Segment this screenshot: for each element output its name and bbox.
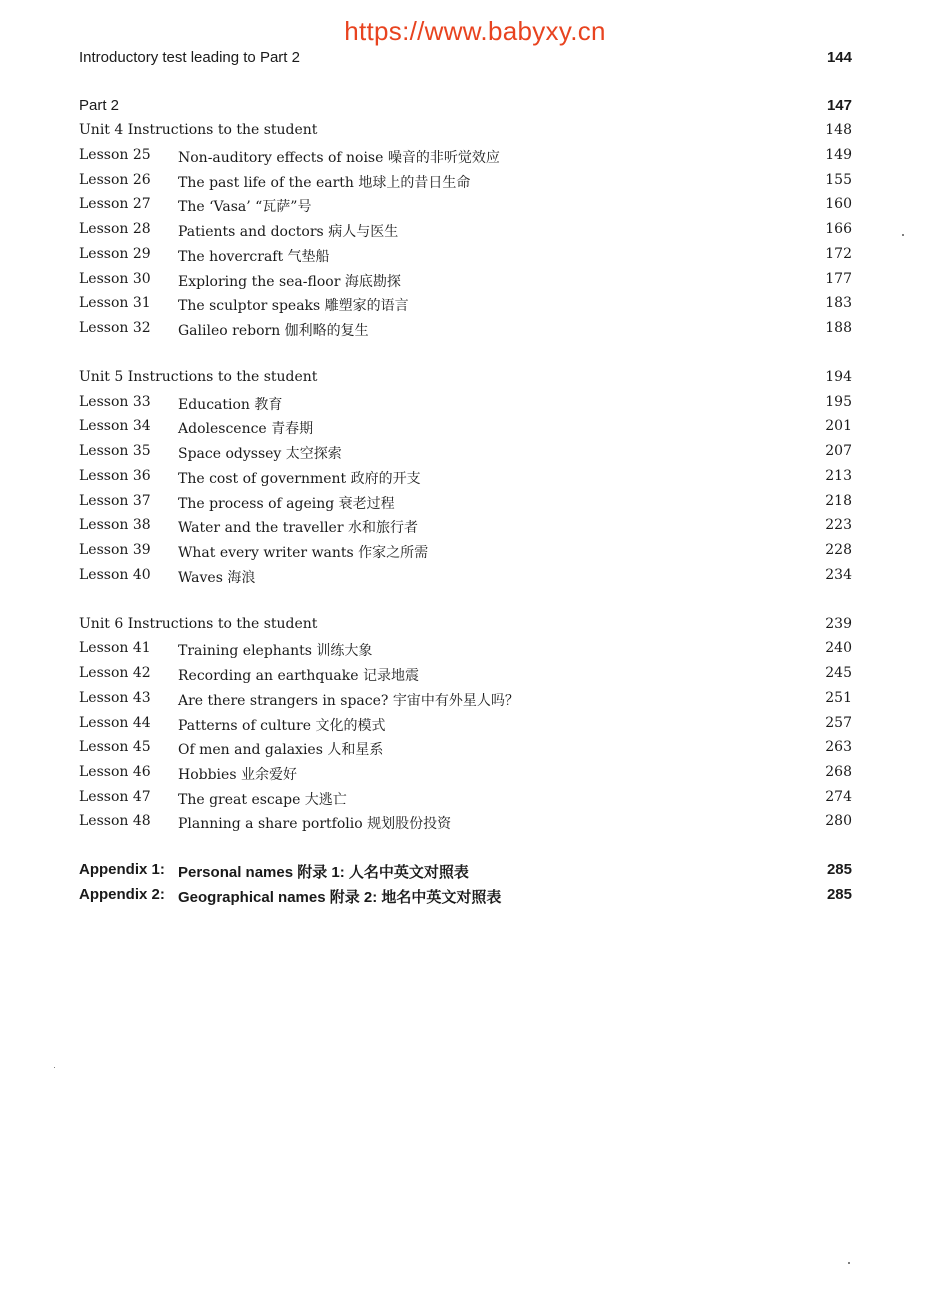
lesson-title: Recording an earthquake 记录地震	[178, 668, 419, 684]
lesson-42-row[interactable]	[79, 665, 852, 687]
lesson-number: Lesson 28	[79, 221, 151, 237]
lesson-28-row[interactable]	[79, 221, 852, 243]
lesson-page: 251	[825, 690, 852, 706]
lesson-page: 274	[825, 789, 852, 805]
lesson-page: 268	[825, 764, 852, 780]
lesson-number: Lesson 38	[79, 517, 151, 533]
lesson-page: 257	[825, 715, 852, 731]
lesson-number: Lesson 29	[79, 246, 151, 262]
lesson-30-row[interactable]	[79, 271, 852, 293]
lesson-page: 177	[825, 271, 852, 287]
lesson-number: Lesson 35	[79, 443, 151, 459]
lesson-page: 183	[825, 295, 852, 311]
lesson-29-row[interactable]	[79, 246, 852, 268]
scan-speck	[54, 1067, 55, 1068]
lesson-page: 207	[825, 443, 852, 459]
toc-intro-row[interactable]	[79, 49, 852, 71]
scan-speck	[902, 234, 904, 236]
lesson-page: 280	[825, 813, 852, 829]
appendix-label: Appendix 2:	[79, 886, 165, 903]
lesson-31-row[interactable]	[79, 295, 852, 317]
lesson-page: 240	[825, 640, 852, 656]
lesson-title: Of men and galaxies 人和星系	[178, 742, 384, 758]
lesson-number: Lesson 41	[79, 640, 151, 656]
lesson-32-row[interactable]	[79, 320, 852, 342]
lesson-title: Water and the traveller 水和旅行者	[178, 520, 418, 536]
lesson-page: 172	[825, 246, 852, 262]
unit-6-row[interactable]	[79, 616, 852, 638]
lesson-39-row[interactable]	[79, 542, 852, 564]
lesson-number: Lesson 39	[79, 542, 151, 558]
lesson-title: Training elephants 训练大象	[178, 643, 373, 659]
lesson-title: The ‘Vasa’ “瓦萨”号	[178, 199, 312, 215]
lesson-number: Lesson 25	[79, 147, 151, 163]
lesson-page: 188	[825, 320, 852, 336]
toc-part2-row[interactable]	[79, 97, 852, 119]
appendix-label: Appendix 1:	[79, 861, 165, 878]
lesson-46-row[interactable]	[79, 764, 852, 786]
appendix-title: Geographical names 附录 2: 地名中英文对照表	[178, 889, 502, 906]
lesson-page: 263	[825, 739, 852, 755]
lesson-title: The sculptor speaks 雕塑家的语言	[178, 298, 409, 314]
lesson-number: Lesson 46	[79, 764, 151, 780]
lesson-number: Lesson 26	[79, 172, 151, 188]
lesson-title: Patterns of culture 文化的模式	[178, 718, 386, 734]
lesson-page: 218	[825, 493, 852, 509]
lesson-title: The hovercraft 气垫船	[178, 249, 330, 265]
lesson-43-row[interactable]	[79, 690, 852, 712]
lesson-25-row[interactable]	[79, 147, 852, 169]
lesson-page: 155	[825, 172, 852, 188]
lesson-title: Are there strangers in space? 宇宙中有外星人吗？	[178, 693, 519, 709]
lesson-number: Lesson 34	[79, 418, 151, 434]
lesson-33-row[interactable]	[79, 394, 852, 416]
unit-5-row[interactable]	[79, 369, 852, 391]
lesson-title: Adolescence 青春期	[178, 421, 314, 437]
unit-4-page: 148	[825, 122, 852, 138]
intro-label: Introductory test leading to Part 2	[79, 49, 300, 66]
lesson-number: Lesson 48	[79, 813, 151, 829]
lesson-47-row[interactable]	[79, 789, 852, 811]
watermark-url: https://www.babyxy.cn	[344, 16, 606, 46]
lesson-title: Exploring the sea-floor 海底勘探	[178, 274, 401, 290]
appendix-1-row[interactable]	[79, 861, 852, 883]
unit-4-label: Unit 4 Instructions to the student	[79, 122, 318, 138]
lesson-34-row[interactable]	[79, 418, 852, 440]
lesson-title: The great escape 大逃亡	[178, 792, 347, 808]
scan-speck	[848, 1262, 850, 1264]
lesson-title: The cost of government 政府的开支	[178, 471, 421, 487]
part2-page: 147	[826, 97, 852, 114]
lesson-page: 160	[825, 196, 852, 212]
lesson-number: Lesson 32	[79, 320, 151, 336]
lesson-48-row[interactable]	[79, 813, 852, 835]
lesson-41-row[interactable]	[79, 640, 852, 662]
lesson-title: Non-auditory effects of noise 噪音的非听觉效应	[178, 150, 500, 166]
lesson-title: Galileo reborn 伽利略的复生	[178, 323, 369, 339]
lesson-number: Lesson 44	[79, 715, 151, 731]
unit-6-page: 239	[825, 616, 852, 632]
lesson-35-row[interactable]	[79, 443, 852, 465]
lesson-page: 201	[825, 418, 852, 434]
appendix-title: Personal names 附录 1: 人名中英文对照表	[178, 864, 469, 881]
appendix-page: 285	[826, 886, 852, 903]
lesson-title: Waves 海浪	[178, 570, 256, 586]
lesson-page: 223	[825, 517, 852, 533]
intro-page: 144	[826, 49, 852, 66]
lesson-26-row[interactable]	[79, 172, 852, 194]
lesson-title: The past life of the earth 地球上的昔日生命	[178, 175, 471, 191]
appendix-2-row[interactable]	[79, 886, 852, 908]
unit-4-row[interactable]	[79, 122, 852, 144]
lesson-page: 234	[825, 567, 852, 583]
lesson-number: Lesson 45	[79, 739, 151, 755]
appendix-page: 285	[826, 861, 852, 878]
lesson-title: Space odyssey 太空探索	[178, 446, 342, 462]
unit-5-label: Unit 5 Instructions to the student	[79, 369, 318, 385]
lesson-title: The process of ageing 衰老过程	[178, 496, 395, 512]
lesson-number: Lesson 33	[79, 394, 151, 410]
lesson-number: Lesson 30	[79, 271, 151, 287]
lesson-40-row[interactable]	[79, 567, 852, 589]
lesson-page: 166	[825, 221, 852, 237]
unit-5-page: 194	[825, 369, 852, 385]
lesson-page: 213	[825, 468, 852, 484]
unit-6-label: Unit 6 Instructions to the student	[79, 616, 318, 632]
lesson-page: 149	[825, 147, 852, 163]
lesson-page: 245	[825, 665, 852, 681]
part2-label: Part 2	[79, 97, 120, 114]
lesson-number: Lesson 42	[79, 665, 151, 681]
lesson-page: 228	[825, 542, 852, 558]
lesson-27-row[interactable]	[79, 196, 852, 218]
lesson-title: What every writer wants 作家之所需	[178, 545, 429, 561]
lesson-number: Lesson 47	[79, 789, 151, 805]
lesson-44-row[interactable]	[79, 715, 852, 737]
lesson-number: Lesson 36	[79, 468, 151, 484]
lesson-number: Lesson 43	[79, 690, 151, 706]
lesson-number: Lesson 31	[79, 295, 151, 311]
lesson-title: Patients and doctors 病人与医生	[178, 224, 399, 240]
lesson-number: Lesson 40	[79, 567, 151, 583]
lesson-number: Lesson 37	[79, 493, 151, 509]
lesson-37-row[interactable]	[79, 493, 852, 515]
lesson-45-row[interactable]	[79, 739, 852, 761]
lesson-title: Education 教育	[178, 397, 283, 413]
lesson-36-row[interactable]	[79, 468, 852, 490]
lesson-title: Hobbies 业余爱好	[178, 767, 297, 783]
lesson-title: Planning a share portfolio 规划股份投资	[178, 816, 452, 832]
lesson-page: 195	[825, 394, 852, 410]
lesson-number: Lesson 27	[79, 196, 151, 212]
lesson-38-row[interactable]	[79, 517, 852, 539]
